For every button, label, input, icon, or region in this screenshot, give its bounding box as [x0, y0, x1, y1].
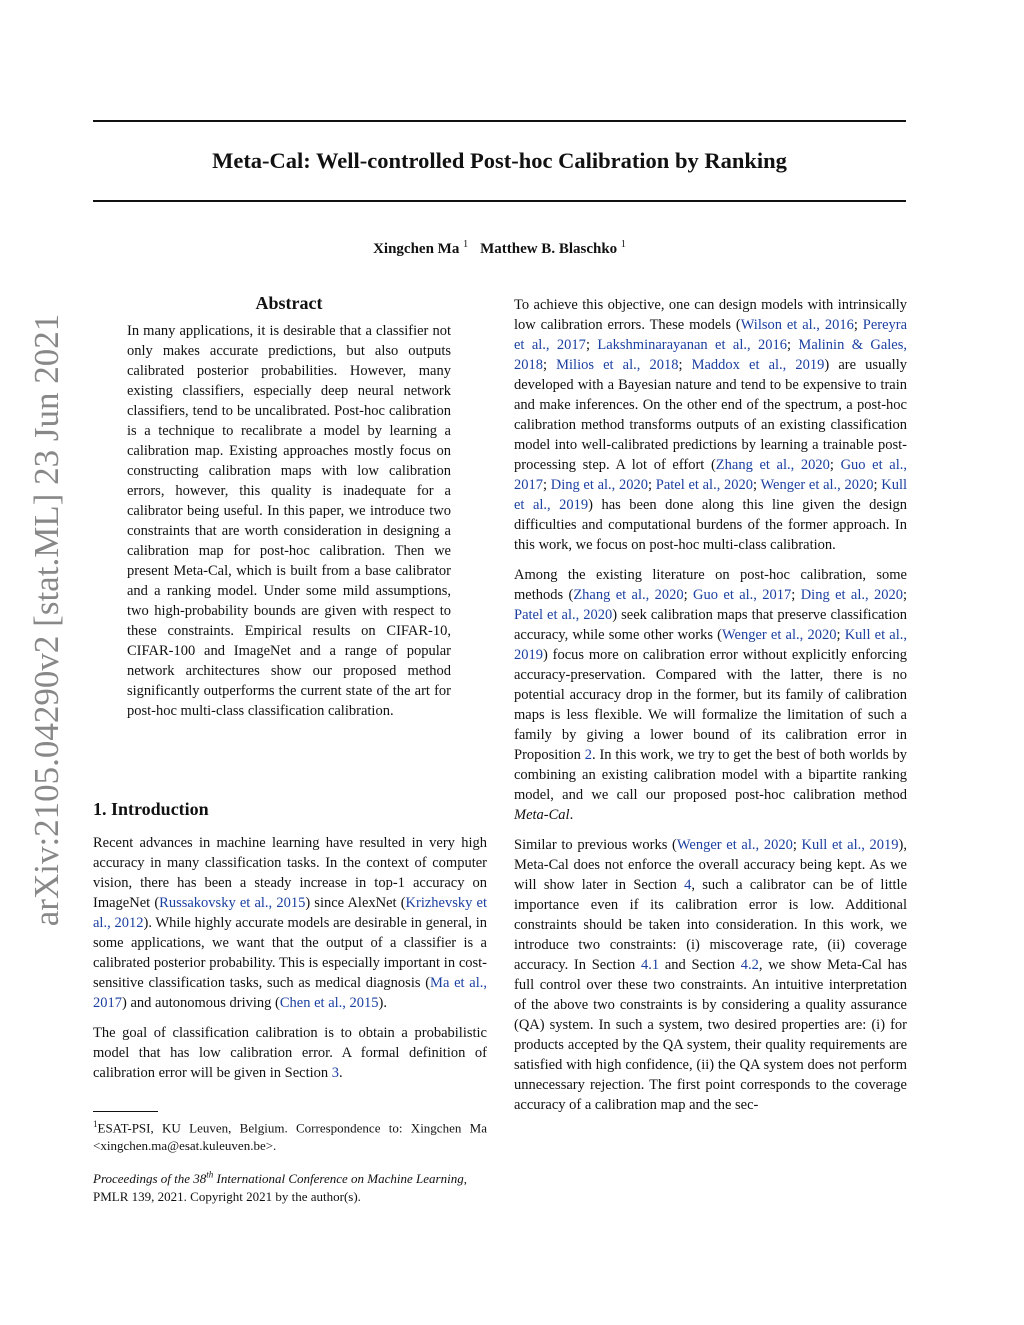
text-run: .	[339, 1065, 343, 1081]
title-rule-top	[93, 120, 906, 122]
section-ref-link[interactable]: 4	[684, 877, 692, 893]
text-run: ).	[378, 995, 388, 1011]
text-run: Proceedings of the	[93, 1171, 194, 1187]
intro-paragraph-1	[93, 833, 487, 1013]
right-paragraph-2	[514, 565, 907, 825]
abstract-body: In many applications, it is desirable that a classifier not only makes accurate predictions, but also outputs calibrated posterior probabilities. However, many existing classifiers, especially deep neural network classifiers, tend to be uncalibrated. Post-hoc calibration is a technique to recalibrate a model by learning a calibration map. Existing approaches mostly focus on constructing calibration maps with low calibration errors, however, this quality is inadequate for a calibrator being useful. In this paper, we introduce two constraints that are worth consideration in designing a calibration map for post-hoc calibration. Then we present Meta-Cal, which is built from a base calibrator and a ranking model. Under some mild assumptions, two high-probability bounds are given with respect to these constraints. Empirical results on CIFAR-10, CIFAR-100 and ImageNet and a range of popular network architectures show our proposed method significantly outperforms the current state of the art for post-hoc multi-class classification calibration.	[127, 323, 451, 719]
text-run: ). While highly accurate models are desirable in general, in some applications, we want that the output of a classifier is a calibrated posterior probability. This is especially important in cost-sensitive classification tasks, such as medical diagnosis (	[93, 915, 488, 991]
citation-link[interactable]: Zhang et al., 2020	[715, 457, 830, 473]
paper-title: Meta-Cal: Well-controlled Post-hoc Calibration by Ranking	[212, 148, 787, 173]
text-run: ;	[836, 627, 845, 643]
intro-body	[93, 833, 487, 1093]
proposition-ref-link[interactable]: 2	[584, 747, 592, 763]
citation-link[interactable]: Patel et al., 2020	[655, 477, 754, 493]
abstract-heading: Abstract	[255, 293, 323, 313]
text-run: ) are usually developed with a Bayesian nature and tend to be expensive to train and make inferences. On the other end of the spectrum, a post-hoc calibration method transforms outputs of an existing classification model into well-calibrated predictions by learning a trainable post-processing step. A lot of effort (	[514, 357, 907, 473]
method-name: Meta-Cal	[514, 807, 570, 823]
text-run: ;	[853, 317, 863, 333]
citation-link[interactable]: Wenger et al., 2020	[676, 837, 793, 853]
text-run: . In this work, we try to get the best of both worlds by combining an existing calibration model with a bipartite ranking model, and we call our proposed post-hoc calibration method	[514, 747, 907, 803]
citation-link[interactable]: Lakshminarayanan et al., 2016	[597, 337, 787, 353]
text-run: ), Meta-Cal does not enforce the overall accuracy being kept. As we will show later in Section	[514, 837, 908, 893]
citation-link[interactable]: Zhang et al., 2020	[573, 587, 684, 603]
section-ref-link[interactable]: 3	[331, 1065, 340, 1081]
citation-link[interactable]: Ding et al., 2020	[800, 587, 903, 603]
text-run: , we show Meta-Cal has full control over these two constraints. An intuitive interpretation of the above two constraints is by considering a quality assurance (QA) system. In such a system, two desired properties are: (i) for products accepted by the QA system, their quality requirements are satisfied with high confidence, (ii) the QA system does not perform unnecessary rejection. The first point corresponds to the coverage accuracy of a calibration map and the sec-	[514, 957, 908, 1113]
author-list	[93, 234, 906, 260]
citation-link[interactable]: Ma et al., 2017	[93, 975, 487, 1011]
text-run: ) has been done along this line given the design difficulties and computational burdens of the former approach. In this work, we focus on post-hoc multi-class calibration.	[514, 497, 907, 553]
right-paragraph-1	[514, 295, 907, 555]
text-run: Among the existing literature on post-hoc calibration, some methods (	[514, 567, 907, 603]
text-run: .	[569, 807, 574, 823]
footnote-text: ESAT-PSI, KU Leuven, Belgium. Correspondence to: Xingchen Ma <xingchen.ma@esat.kuleuven.be>.	[93, 1120, 487, 1154]
citation-link[interactable]: Maddox et al., 2019	[691, 357, 825, 373]
text-run: ;	[585, 337, 598, 353]
right-column-body	[514, 295, 907, 1125]
citation-link[interactable]: Wenger et al., 2020	[760, 477, 874, 493]
citation-link[interactable]: Kull et al., 2019	[801, 837, 899, 853]
author-affiliation-mark: 1	[620, 239, 626, 250]
footnote	[93, 1115, 487, 1155]
right-paragraph-3	[514, 835, 907, 1115]
citation-link[interactable]: Pereyra et al., 2017	[514, 317, 908, 353]
text-run: ) and autonomous driving (	[122, 995, 280, 1011]
author-affiliation-mark: 1	[463, 239, 469, 250]
text-run: 38	[193, 1171, 207, 1187]
text-run: ;	[902, 587, 908, 603]
text-run: ;	[678, 357, 692, 373]
text-run: To achieve this objective, one can design models with intrinsically low calibration errors. These models (	[514, 297, 907, 333]
text-run: ;	[829, 457, 841, 473]
section-ref-link[interactable]: 4.1	[640, 957, 660, 973]
text-run: ;	[543, 357, 557, 373]
text-run: Similar to previous works (	[514, 837, 677, 853]
text-run: International Conference on Machine Learning	[213, 1171, 464, 1187]
citation-link[interactable]: Chen et al., 2015	[279, 995, 379, 1011]
citation-link[interactable]: Wilson et al., 2016	[740, 317, 854, 333]
text-run: ;	[792, 837, 802, 853]
citation-link[interactable]: Ding et al., 2020	[550, 477, 649, 493]
arxiv-stamp: arXiv:2105.04290v2 [stat.ML] 23 Jun 2021	[27, 313, 66, 927]
citation-link[interactable]: Malinin & Gales, 2018	[514, 337, 908, 373]
citation-link[interactable]: Krizhevsky et al., 2012	[93, 895, 488, 931]
citation-link[interactable]: Milios et al., 2018	[556, 357, 679, 373]
text-run: ;	[753, 477, 761, 493]
citation-link[interactable]: Guo et al., 2017	[693, 587, 792, 603]
intro-paragraph-2	[93, 1023, 487, 1083]
text-run: ;	[791, 587, 801, 603]
footnote-rule	[93, 1111, 158, 1112]
text-run: ;	[648, 477, 656, 493]
text-run: ) since AlexNet (	[305, 895, 406, 911]
text-run: ;	[683, 587, 694, 603]
citation-link[interactable]: Kull et al., 2019	[514, 627, 908, 663]
proceedings-note	[93, 1166, 487, 1206]
citation-link[interactable]: Guo et al., 2017	[514, 457, 907, 493]
text-run: ;	[543, 477, 551, 493]
author-name: Matthew B. Blaschko	[480, 241, 618, 257]
text-run: and Section	[659, 957, 741, 973]
text-run: ) focus more on calibration error without explicitly enforcing accuracy-preservation. Compared with the latter, there is no potential accuracy drop in the former, but its family of calibration maps is less flexible. We will formalize the limitation of such a family by giving a lower bound of its calibration error in Proposition	[514, 647, 907, 763]
text-run: Recent advances in machine learning have resulted in very high accuracy in many classification tasks. In the context of computer vision, there has been a steady increase in top-1 accuracy on ImageNet (	[93, 835, 487, 911]
section-ref-link[interactable]: 4.2	[740, 957, 759, 973]
citation-link[interactable]: Russakovsky et al., 2015	[159, 895, 306, 911]
text-run: , such a calibrator can be of little importance even if its calibration error is low. Additional constraints should be taken into consideration. In this work, we introduce two constraints: (i) miscoverage rate, (ii) coverage accuracy. In Section	[514, 877, 908, 973]
text-run: th	[206, 1170, 214, 1180]
text-run: The goal of classification calibration is to obtain a probabilistic model that has low calibration error. A formal definition of calibration error will be given in Section	[93, 1025, 487, 1081]
citation-link[interactable]: Wenger et al., 2020	[722, 627, 837, 643]
text-run: ;	[873, 477, 882, 493]
footnote-mark: 1	[93, 1119, 98, 1129]
text-run: ;	[787, 337, 799, 353]
text-run: , PMLR 139, 2021. Copyright 2021 by the author(s).	[93, 1171, 467, 1205]
citation-link[interactable]: Patel et al., 2020	[514, 607, 613, 623]
citation-link[interactable]: Kull et al., 2019	[514, 477, 908, 513]
title-rule-bottom	[93, 200, 906, 202]
text-run: ) seek calibration maps that preserve classification accuracy, while some other works (	[514, 607, 907, 643]
section-heading-introduction: 1. Introduction	[93, 799, 209, 819]
author-name: Xingchen Ma	[373, 241, 460, 257]
